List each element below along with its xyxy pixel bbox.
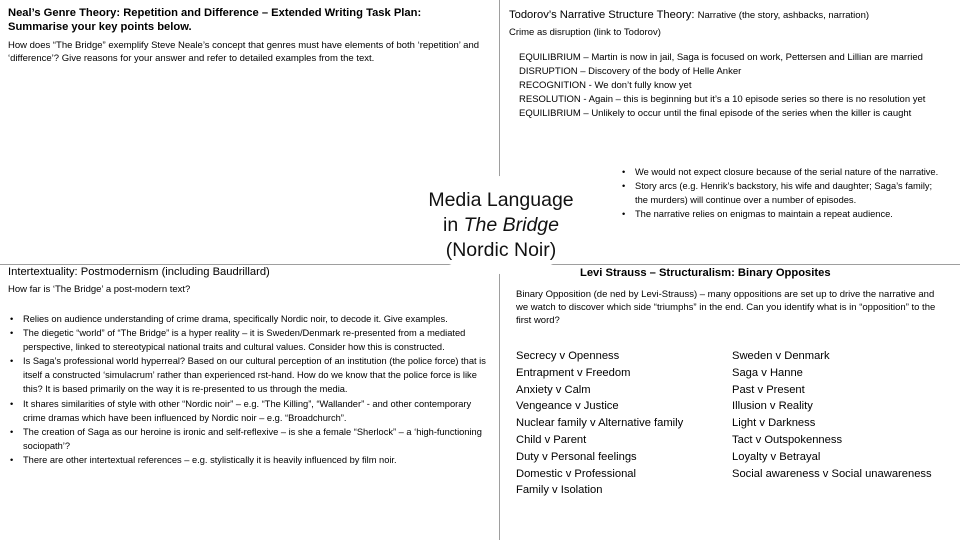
center-line-2-prefix: in bbox=[443, 213, 464, 236]
binary-pair: Child v Parent bbox=[516, 433, 587, 446]
intertextuality-title: Intertextuality: Postmodernism (including Baudrillard) bbox=[8, 266, 270, 278]
list-item: • Relies on audience understanding of crime drama, specifically Nordic noir, to decode it. Give examples. bbox=[8, 312, 496, 326]
todorov-subtitle: Crime as disruption (link to Todorov) bbox=[509, 27, 661, 38]
strauss-body: Binary Opposition (de ned by Levi-Strauss) – many oppositions are set up to drive the narrative and we watch to discover which side “triumphs” in the end. Can you identify what is in “opposition” to the first word? bbox=[516, 289, 936, 326]
neale-question: How does “The Bridge” exemplify Steve Neale’s concept that genres must have elements of both ‘repetition’ and ‘difference’? Give reasons for your answer and refer to detailed examples from the text. bbox=[8, 40, 480, 64]
todorov-bullets bbox=[622, 165, 942, 221]
binary-pair: Entrapment v Freedom bbox=[516, 366, 631, 379]
list-item: • There are other intertextual references – e.g. stylistically it is heavily influenced by film noir. bbox=[8, 453, 496, 467]
todorov-title bbox=[509, 8, 959, 23]
list-item: • Is Saga’s professional world hyperreal? Based on our cultural perception of an institution (the police force) that is itself a constructed ‘simulacrum’ rather than experienced rst-hand. How do we know that the police force is like this? It is based primarily on the way it is re-presented to us through the media. bbox=[8, 354, 496, 396]
stage-recognition: RECOGNITION - We don’t fully know yet bbox=[519, 80, 692, 91]
binary-pair: Saga v Hanne bbox=[732, 366, 803, 379]
stage-disruption: DISRUPTION – Discovery of the body of Helle Anker bbox=[519, 66, 742, 77]
stage-resolution: RESOLUTION - Again – this is beginning but it’s a 10 episode series so there is no resolution yet bbox=[519, 94, 926, 105]
stage-new-equilibrium: EQUILIBRIUM – Unlikely to occur until the final episode of the series when the killer is caught bbox=[519, 108, 912, 119]
binary-pair: Anxiety v Calm bbox=[516, 383, 591, 396]
center-line-3: (Nordic Noir) bbox=[445, 238, 557, 261]
neale-title: Neal’s Genre Theory: Repetition and Difference – Extended Writing Task Plan: Summarise your key points below. bbox=[8, 7, 422, 33]
binary-opposites-column-1 bbox=[516, 348, 726, 499]
binary-pair: Vengeance v Justice bbox=[516, 400, 619, 413]
list-item: • We would not expect closure because of the serial nature of the narrative. bbox=[622, 165, 942, 179]
intertextuality-question: How far is ‘The Bridge’ a post-modern text? bbox=[8, 284, 191, 295]
binary-pair: Nuclear family v Alternative family bbox=[516, 417, 684, 430]
strauss-title: Levi Strauss – Structuralism: Binary Opposites bbox=[580, 267, 831, 279]
binary-pair: Duty v Personal feelings bbox=[516, 450, 637, 463]
binary-pair: Illusion v Reality bbox=[732, 400, 813, 413]
binary-pair: Sweden v Denmark bbox=[732, 350, 830, 362]
center-line-1: Media Language bbox=[428, 188, 574, 211]
list-item: • Story arcs (e.g. Henrik’s backstory, his wife and daughter; Saga’s family; the murders) will continue over a number of episodes. bbox=[622, 179, 942, 207]
binary-pair: Domestic v Professional bbox=[516, 467, 636, 480]
list-item: • The diegetic “world” of “The Bridge” is a hyper reality – it is Sweden/Denmark re-presented from a mediated perspective, linked to stereotypical national traits and cultural values. Consider how this is constructed. bbox=[8, 326, 496, 354]
binary-pair: Loyalty v Betrayal bbox=[732, 450, 821, 463]
binary-pair: Tact v Outspokenness bbox=[732, 433, 843, 446]
intertextuality-bullets bbox=[8, 312, 496, 467]
binary-pair: Family v Isolation bbox=[516, 484, 603, 497]
center-line-2-title: The Bridge bbox=[463, 213, 559, 236]
binary-opposites-column-2 bbox=[732, 348, 957, 482]
list-item: • It shares similarities of style with other “Nordic noir” – e.g. “The Killing”, “Wallander” - and other contemporary crime dramas which have been influenced by Nordic noir – e.g. “Broadchurch”. bbox=[8, 397, 496, 425]
todorov-title-note: Narrative (the story, ashbacks, narration) bbox=[697, 10, 870, 21]
todorov-title-main: Todorov’s Narrative Structure Theory: bbox=[509, 9, 698, 21]
list-item: • The creation of Saga as our heroine is ironic and self-reflexive – is she a female “Sherlock” – a ‘high-functioning sociopath’? bbox=[8, 425, 496, 453]
center-topic-oval bbox=[415, 176, 587, 274]
center-line-2 bbox=[443, 213, 559, 238]
stage-equilibrium: EQUILIBRIUM – Martin is now in jail, Saga is focused on work, Pettersen and Lillian are married bbox=[519, 52, 923, 63]
binary-pair: Secrecy v Openness bbox=[516, 350, 620, 362]
todorov-stages bbox=[519, 51, 951, 121]
binary-pair: Social awareness v Social unawareness bbox=[732, 467, 932, 480]
binary-pair: Past v Present bbox=[732, 383, 805, 396]
list-item: • The narrative relies on enigmas to maintain a repeat audience. bbox=[622, 207, 942, 221]
binary-pair: Light v Darkness bbox=[732, 417, 816, 430]
